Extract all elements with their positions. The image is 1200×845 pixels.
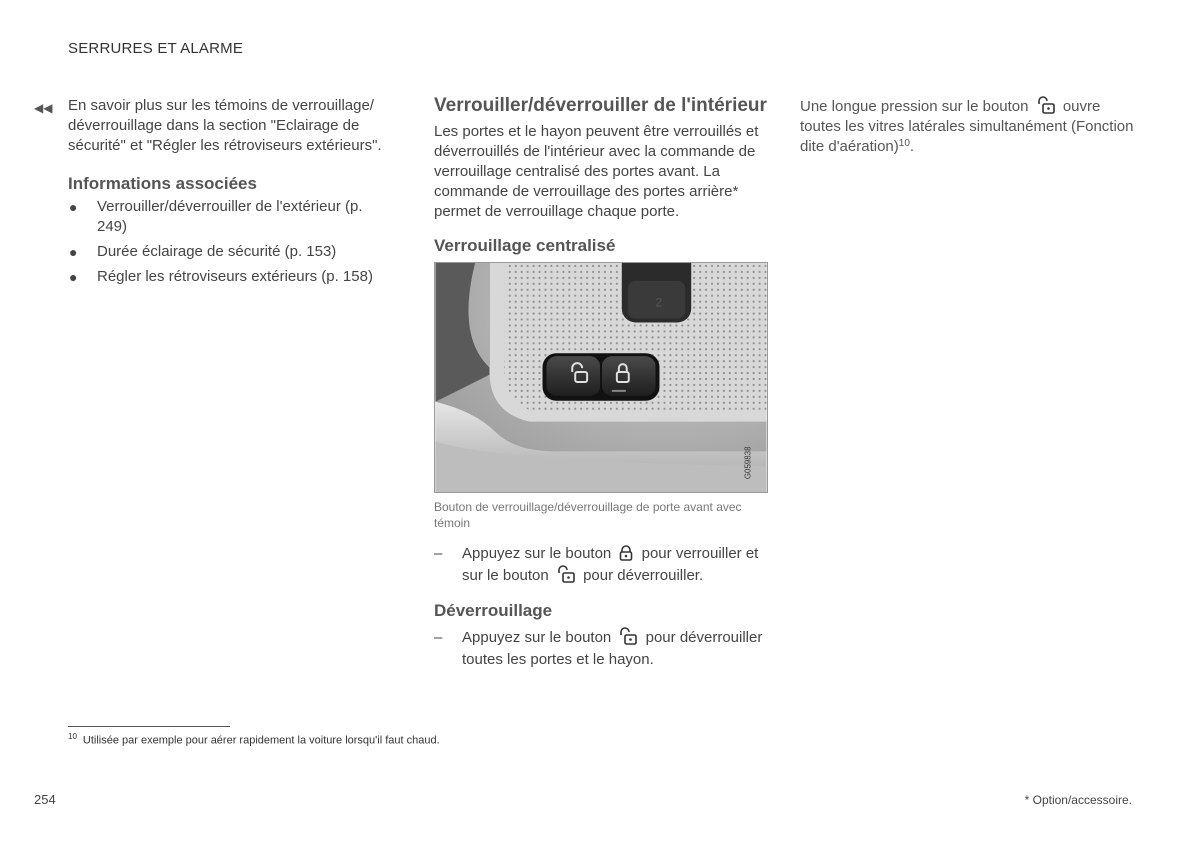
step-text bbox=[462, 627, 768, 671]
intro-text: En savoir plus sur les témoins de verrouillage/ déverrouillage dans la section "Eclairage de sécurité" et "Régler les rétroviseurs extérieurs". bbox=[68, 97, 382, 154]
svg-text:2: 2 bbox=[655, 295, 663, 310]
double-left-arrow-icon[interactable]: ◀◀ bbox=[34, 101, 53, 115]
step1-mid: pour verrouiller et sur le bouton bbox=[462, 545, 759, 584]
intro-paragraph: Les portes et le hayon peuvent être verrouillés et déverrouillés de l'intérieur avec la commande de verrouillage centralisé des portes avant. La commande de verrouillage des portes arrière* permet de verrouillage chaque porte. bbox=[434, 123, 759, 220]
footnote-number: 10 bbox=[68, 732, 77, 741]
related-list bbox=[68, 197, 394, 287]
ventilation-text-post: ouvre toutes les vitres latérales simultanément (Fonction dite d'aération) bbox=[800, 98, 1134, 155]
step1-post: pour déverrouiller. bbox=[583, 567, 704, 584]
step-lock bbox=[434, 543, 768, 587]
right-column bbox=[800, 96, 1140, 157]
central-locking-heading: Verrouillage centralisé bbox=[434, 236, 616, 255]
image-caption: Bouton de verrouillage/déverrouillage de porte avant avec témoin bbox=[434, 500, 742, 530]
related-item[interactable] bbox=[68, 197, 394, 237]
step1-pre: Appuyez sur le bouton bbox=[462, 545, 612, 562]
footnote bbox=[68, 732, 440, 747]
left-column bbox=[34, 96, 394, 287]
padlock-open-icon bbox=[1037, 96, 1055, 114]
bullet-icon: ● bbox=[69, 244, 78, 260]
unlocking-heading: Déverrouillage bbox=[434, 601, 553, 620]
related-heading: Informations associées bbox=[68, 174, 257, 193]
related-item-text[interactable]: Verrouiller/déverrouiller de l'extérieur (p. 249) bbox=[97, 198, 363, 235]
option-note: * Option/accessoire. bbox=[1024, 793, 1132, 807]
lock-button-photo bbox=[434, 262, 768, 493]
padlock-closed-icon bbox=[619, 545, 633, 561]
ventilation-text-end: . bbox=[909, 138, 915, 155]
footnote-ref[interactable]: 10 bbox=[898, 138, 910, 149]
padlock-open-icon bbox=[557, 565, 575, 583]
footnote-text: Utilisée par exemple pour aérer rapidement la voiture lorsqu'il faut chaud. bbox=[82, 734, 440, 747]
bullet-icon: ● bbox=[69, 269, 78, 285]
related-item-text[interactable]: Régler les rétroviseurs extérieurs (p. 158) bbox=[97, 268, 373, 285]
middle-column bbox=[434, 96, 768, 671]
step2-pre: Appuyez sur le bouton bbox=[462, 629, 612, 646]
related-item[interactable] bbox=[68, 242, 394, 262]
footnote-divider bbox=[68, 726, 230, 727]
intro-row bbox=[34, 96, 394, 156]
page-number: 254 bbox=[34, 792, 56, 807]
related-item[interactable] bbox=[68, 267, 394, 287]
step-unlock bbox=[434, 627, 768, 671]
step-text bbox=[462, 543, 768, 587]
related-item-text[interactable]: Durée éclairage de sécurité (p. 153) bbox=[97, 243, 337, 260]
step2-post: pour déverrouiller toutes les portes et le hayon. bbox=[462, 629, 763, 668]
step-dash: – bbox=[434, 629, 443, 646]
step-dash: – bbox=[434, 545, 443, 562]
padlock-open-icon bbox=[619, 627, 637, 645]
section-header: SERRURES ET ALARME bbox=[68, 40, 244, 57]
ventilation-text-pre: Une longue pression sur le bouton bbox=[800, 98, 1029, 115]
image-code: G059838 bbox=[743, 446, 753, 480]
bullet-icon: ● bbox=[69, 199, 78, 215]
section-title: Verrouiller/déverrouiller de l'intérieur bbox=[434, 95, 767, 116]
